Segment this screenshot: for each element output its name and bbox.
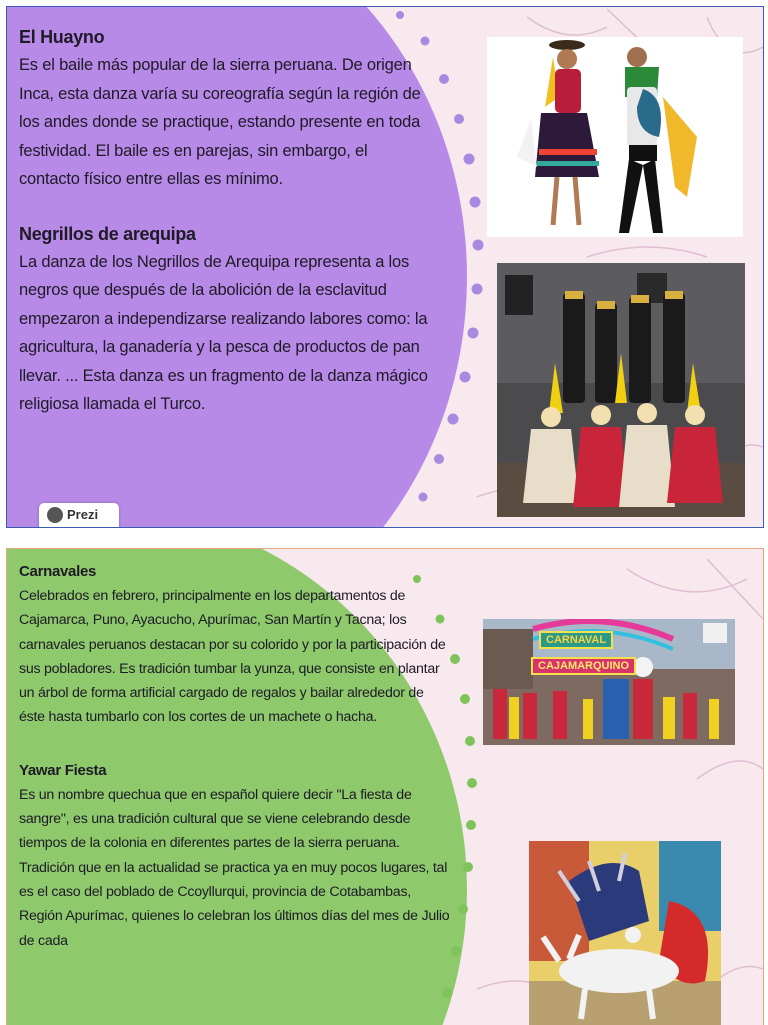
section-body: La danza de los Negrillos de Arequipa representa a los negros que después de la abolición de la esclavitud empezaron a independizarse realizando labores como: la agricultura, la ganadería y la pesca de productos de pan llevar. ... Esta danza es un fragmento de la danza mágico religiosa llamada el Turco. [19, 252, 428, 413]
slide1-text [19, 23, 429, 419]
carnaval-banner-line1: CARNAVAL [539, 631, 613, 649]
slide-carnavales-yawar [6, 548, 764, 1025]
section-body: Es un nombre quechua que en español quiere decir "La fiesta de sangre", es una tradición cultural que se viene celebrando desde tiempos de la colonia en diferentes partes de la sierra peruana. Tradición que en la actualidad se practica ya en muy pocos lugares, tal es el caso del poblado de Ccoyllurqui, provincia de Cotabambas, Región Apurímac, quienes lo celebran los últimos días del mes de Julio de cada [19, 786, 450, 949]
negrillos-dancers-photo [497, 263, 745, 517]
slide2-text [19, 559, 451, 953]
section-body: Celebrados en febrero, principalmente en los departamentos de Cajamarca, Puno, Ayacucho, Apurímac, San Martín y Tacna; los carnavales peruanos destacan por su colorido y por la participación de sus pobladores. Es tradición tumbar la yunza, que consiste en plantar un árbol de forma artificial cargado de regalos y bailar alrededor de éste hasta tumbarlo con los cortes de un machete o hacha. [19, 588, 446, 726]
section-title: El Huayno [19, 27, 105, 47]
carnaval-banner-line2: CAJAMARQUINO [531, 657, 636, 675]
huayno-dancers-photo [487, 37, 743, 237]
prezi-label: Prezi [67, 507, 99, 522]
section-title: Carnavales [19, 563, 97, 580]
section-title: Yawar Fiesta [19, 761, 107, 779]
section-body: Es el baile más popular de la sierra peruana. De origen Inca, esta danza varía su coreografía según la región de los andes donde se practique, estando presente en toda festividad. El baile es en parejas, sin embargo, el contacto físico entre ellas es mínimo. [19, 56, 421, 188]
prezi-badge[interactable] [39, 503, 119, 528]
yawar-fiesta-painting [529, 841, 721, 1025]
carnaval-cajamarquino-photo [483, 619, 735, 745]
slide-huayno-negrillos [6, 6, 764, 528]
section-title: Negrillos de arequipa [19, 223, 196, 244]
prezi-logo-icon [47, 507, 63, 523]
